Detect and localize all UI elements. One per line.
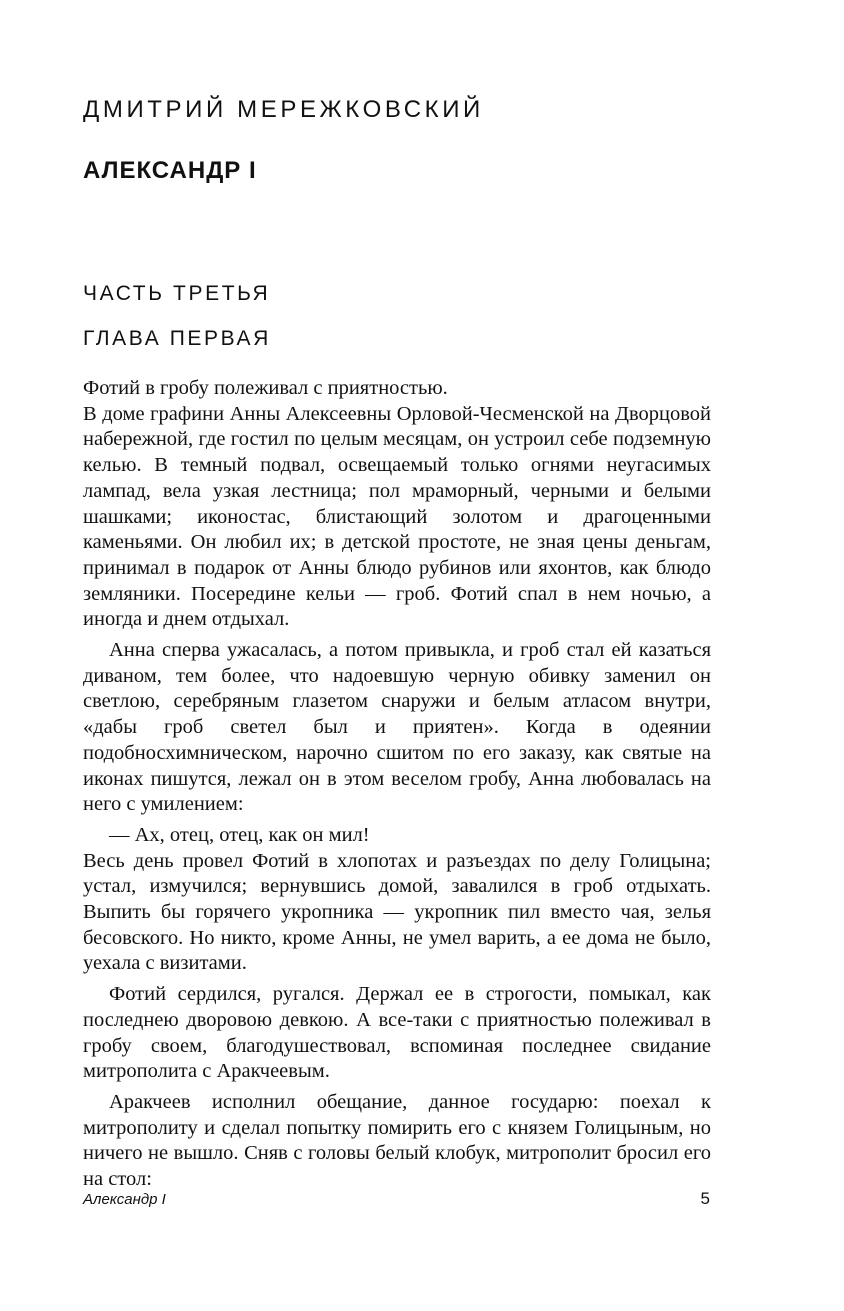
author-name: ДМИТРИЙ МЕРЕЖКОВСКИЙ bbox=[83, 96, 484, 123]
paragraph: Анна сперва ужасалась, а потом привыкла, и гроб стал ей казаться диваном, тем более, что надоевшую черную обивку заменил он светлою, серебряным глазетом снаружи и белым атласом внутри, «дабы гроб светел был и приятен». Когда в одеянии подобносхимническом, нарочно сшитом по его заказу, как святые на иконах пишутся, лежал он в этом веселом гробу, Анна любовалась на него с умилением: bbox=[83, 639, 711, 816]
paragraph: Фотий сердился, ругался. Держал ее в строгости, помыкал, как последнею дворовою девкою. А все-таки с приятностью полеживал в гробу своем, благодушествовал, вспоминая последнее свидание митрополита с Аракчеевым. bbox=[83, 983, 711, 1083]
part-heading: ЧАСТЬ ТРЕТЬЯ bbox=[83, 282, 271, 305]
paragraph: Аракчеев исполнил обещание, данное государю: поехал к митрополиту и сделал попытку помирить его с князем Голицыным, но ничего не вышло. Сняв с головы белый клобук, митрополит бросил его на стол: bbox=[83, 1090, 711, 1191]
paragraph: — Ах, отец, отец, как он мил! bbox=[109, 823, 370, 846]
paragraph: Весь день провел Фотий в хлопотах и разъездах по делу Голицына; устал, измучился; вернувшись домой, завалился в гроб отдыхать. Выпить бы горячего укропника — укропник пил вместо чая, зелья бесовского. Но никто, кроме Анны, не умел варить, а ее дома не было, уехала с визитами. bbox=[83, 849, 711, 975]
running-title: Александр I bbox=[83, 1191, 166, 1208]
page-number: 5 bbox=[700, 1189, 710, 1208]
chapter-heading: ГЛАВА ПЕРВАЯ bbox=[83, 327, 271, 350]
book-title: АЛЕКСАНДР I bbox=[83, 157, 257, 184]
paragraph: В доме графини Анны Алексеевны Орловой-Чесменской на Дворцовой набережной, где гостил по целым месяцам, он устроил себе подземную келью. В темный подвал, освещаемый только огнями неугасимых лампад, вела узкая лестница; пол мраморный, черными и белыми шашками; иконостас, блистающий золотом и драгоценными каменьями. Он любил их; в детской простоте, не зная цены деньгам, принимал в подарок от Анны блюдо рубинов или яхонтов, как блюдо земляники. Посередине кельи — гроб. Фотий спал в нем ночью, а иногда и днем отдыхал. bbox=[83, 402, 711, 631]
paragraph: Фотий в гробу полеживал с приятностью. bbox=[83, 377, 448, 399]
body-text bbox=[83, 376, 711, 1193]
